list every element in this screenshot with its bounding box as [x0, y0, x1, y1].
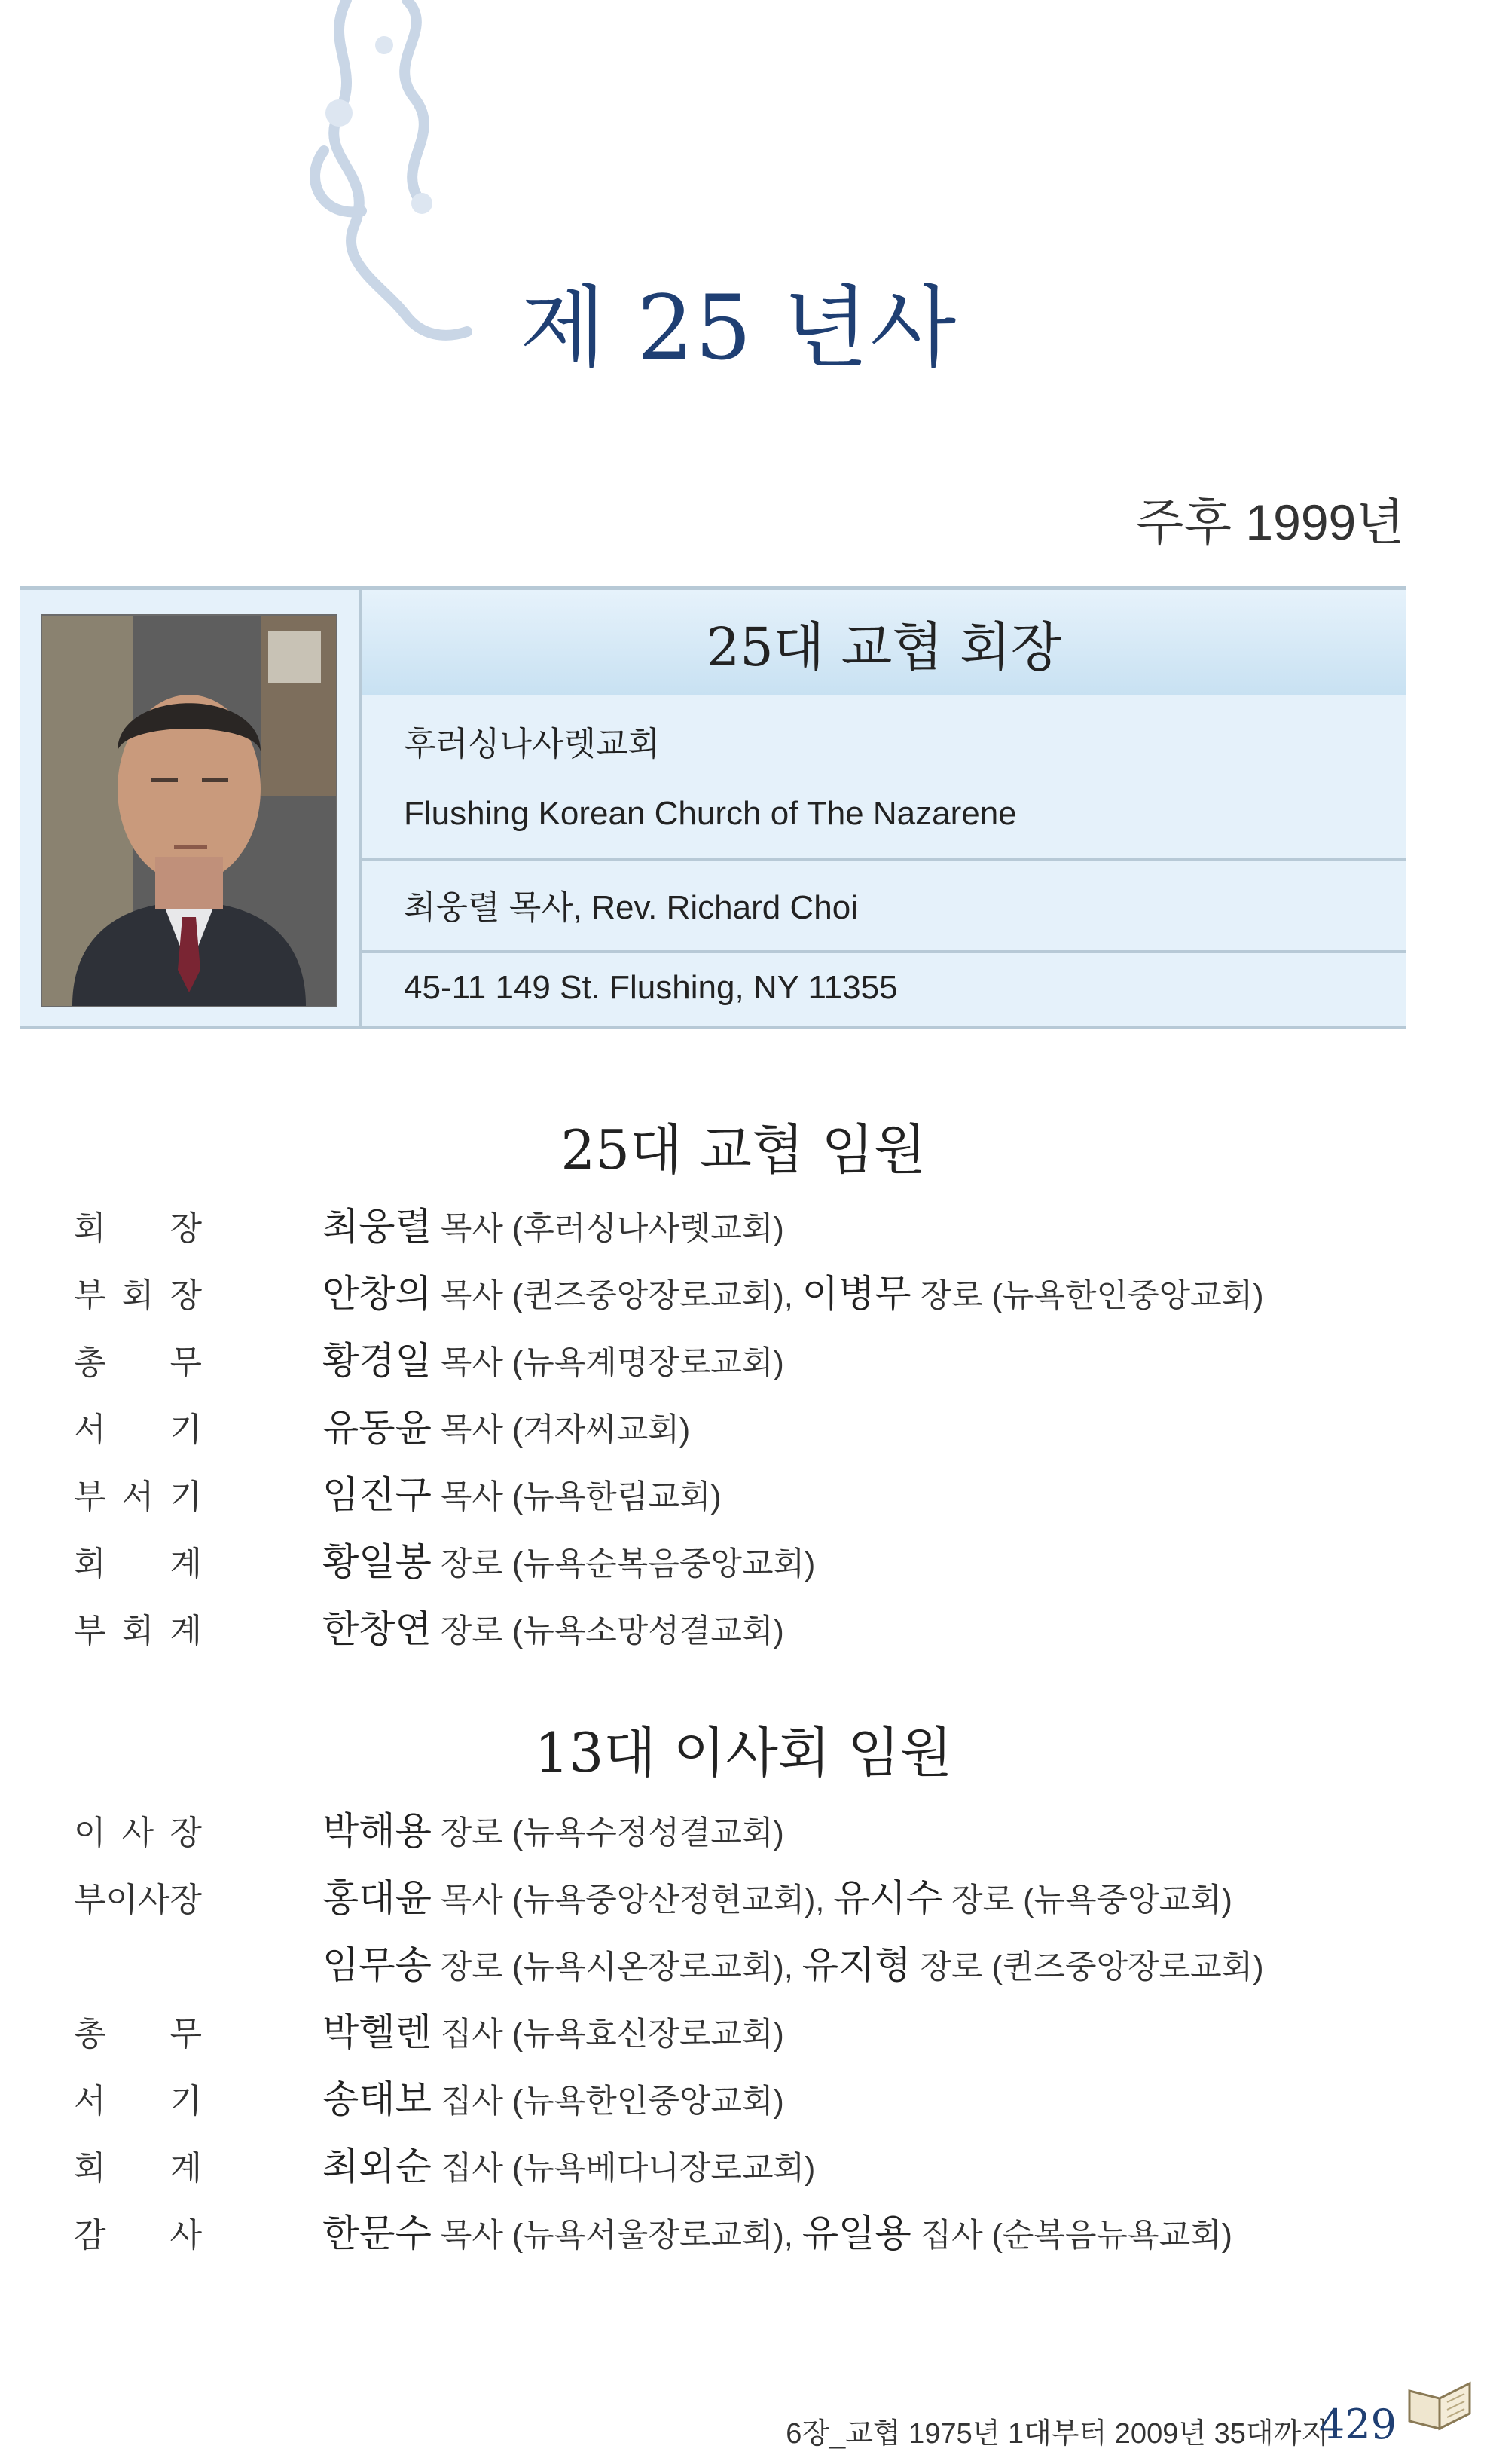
- member-row: [74, 1868, 1232, 1922]
- role-char: 회: [121, 1613, 154, 1649]
- church-address: 45-11 149 St. Flushing, NY 11355: [404, 969, 898, 1006]
- member-entry: [322, 1935, 1264, 1989]
- member-name: 임진구: [322, 1474, 432, 1516]
- chapter-title: 제 25 년사: [520, 276, 958, 380]
- member-name: 최웅렬: [322, 1206, 432, 1248]
- pastor-name: 최웅렬 목사, Rev. Richard Choi: [404, 889, 858, 926]
- member-entry: [322, 1398, 690, 1452]
- member-detail: 장로 (퀸즈중앙장로교회): [911, 1949, 1264, 1986]
- member-entry: [322, 2002, 784, 2056]
- role-char: 기: [169, 1411, 202, 1448]
- role-label: [74, 1402, 202, 1451]
- member-row: [74, 2069, 784, 2123]
- member-detail: 장로 (뉴욕중앙교회): [942, 1882, 1232, 1918]
- member-detail: 장로 (뉴욕수정성결교회): [431, 1815, 784, 1851]
- member-row: [74, 1197, 784, 1251]
- row-divider: [362, 858, 1406, 861]
- member-detail: 목사 (퀸즈중앙장로교회),: [431, 1278, 802, 1314]
- role-char: 계: [169, 1613, 202, 1649]
- ornament-decoration: [294, 0, 520, 362]
- member-name: 임무송: [322, 1944, 432, 1986]
- role-char: 장: [169, 1277, 202, 1314]
- role-char: 부: [74, 1277, 106, 1314]
- member-detail: 집사 (뉴욕한인중앙교회): [431, 2083, 784, 2120]
- officers-section-title: 25대 교협 임원: [560, 1118, 927, 1182]
- board-section-title: 13대 이사회 임원: [534, 1721, 953, 1784]
- row-divider: [362, 950, 1406, 953]
- church-name-english: Flushing Korean Church of The Nazarene: [404, 795, 1017, 832]
- member-name: 유일용: [802, 2212, 911, 2255]
- book-icon: [1406, 2380, 1473, 2432]
- role-char: 부: [74, 1613, 106, 1649]
- member-name: 홍대윤: [322, 1877, 432, 1919]
- role-char: 장: [169, 1210, 202, 1247]
- member-detail: 목사 (겨자씨교회): [431, 1412, 691, 1448]
- member-row: [74, 1331, 784, 1385]
- role-char: 계: [169, 2150, 202, 2187]
- member-detail: 장로 (뉴욕소망성결교회): [431, 1613, 784, 1649]
- role-char: 이: [74, 1814, 106, 1851]
- member-row: [74, 1599, 784, 1653]
- member-entry: [322, 1868, 1232, 1922]
- member-name: 한문수: [322, 2212, 432, 2255]
- role-char: 무: [169, 2016, 202, 2053]
- role-char: 계: [169, 1545, 202, 1582]
- member-row: [74, 2136, 815, 2190]
- role-char: 회: [121, 1277, 154, 1314]
- member-detail: 장로 (뉴욕순복음중앙교회): [431, 1546, 816, 1582]
- member-entry: [322, 1465, 722, 1519]
- role-label: [74, 1603, 202, 1652]
- member-detail: 목사 (뉴욕계명장로교회): [431, 1345, 784, 1381]
- member-row: [74, 2002, 784, 2056]
- member-row: [74, 1264, 1264, 1318]
- member-name: 박해용: [322, 1810, 432, 1852]
- member-entry: [322, 1532, 815, 1586]
- role-char: 서: [74, 1411, 106, 1448]
- role-char: 감: [74, 2217, 106, 2254]
- member-row: [74, 1398, 690, 1452]
- role-label: [74, 1268, 202, 1316]
- footer-chapter-text: 6장_교협 1975년 1대부터 2009년 35대까지: [786, 2418, 1329, 2450]
- member-name: 유동윤: [322, 1407, 432, 1449]
- role-label: [74, 2074, 202, 2122]
- role-char: 무: [169, 1344, 202, 1381]
- president-info-box: [20, 586, 1406, 1029]
- role-char: 서: [74, 2083, 106, 2120]
- member-entry: [322, 2136, 815, 2190]
- role-char: 사: [169, 2217, 202, 2254]
- role-char: 회: [74, 1210, 106, 1247]
- member-row: [74, 1465, 722, 1519]
- role-char: 서: [121, 1478, 154, 1515]
- member-name: 유지형: [802, 1944, 911, 1986]
- member-name: 유시수: [833, 1877, 943, 1919]
- member-entry: [322, 1197, 784, 1251]
- role-label: [74, 1335, 202, 1383]
- role-char: 회: [74, 2150, 106, 2187]
- member-name: 황일봉: [322, 1541, 432, 1583]
- role-char: 회: [74, 1545, 106, 1582]
- role-char: 총: [74, 2016, 106, 2053]
- president-header: 25대 교협 회장: [362, 590, 1406, 695]
- president-portrait: [41, 614, 337, 1007]
- member-row: [74, 1801, 784, 1855]
- member-detail: 목사 (뉴욕서울장로교회),: [431, 2218, 802, 2254]
- role-char: 부이사장: [74, 1882, 203, 1918]
- role-label: [74, 1805, 202, 1854]
- member-entry: [322, 1264, 1264, 1318]
- member-name: 안창의: [322, 1273, 432, 1315]
- role-char: 부: [74, 1478, 106, 1515]
- member-name: 최외순: [322, 2145, 432, 2187]
- member-detail: 집사 (순복음뉴욕교회): [911, 2218, 1232, 2254]
- member-name: 한창연: [322, 1608, 432, 1650]
- page-number: 429: [1318, 2401, 1397, 2448]
- role-label: [74, 1469, 202, 1518]
- role-label: [74, 1201, 202, 1249]
- role-label: [74, 1872, 202, 1921]
- member-detail: 목사 (후러싱나사렛교회): [431, 1211, 784, 1247]
- role-char: 사: [121, 1814, 154, 1851]
- member-detail: 장로 (뉴욕한인중앙교회): [911, 1278, 1264, 1314]
- member-detail: 장로 (뉴욕시온장로교회),: [431, 1949, 802, 1986]
- member-entry: [322, 2069, 784, 2123]
- role-char: 장: [169, 1814, 202, 1851]
- member-row: [74, 2203, 1232, 2258]
- year-label: 주후 1999년: [1135, 494, 1404, 550]
- member-entry: [322, 1331, 784, 1385]
- role-label: [74, 1536, 202, 1585]
- member-detail: 집사 (뉴욕베다니장로교회): [431, 2151, 816, 2187]
- role-char: 기: [169, 1478, 202, 1515]
- member-detail: 집사 (뉴욕효신장로교회): [431, 2016, 784, 2053]
- member-detail: 목사 (뉴욕중앙산정현교회),: [431, 1882, 834, 1918]
- role-char: 기: [169, 2083, 202, 2120]
- role-char: 총: [74, 1344, 106, 1381]
- member-name: 황경일: [322, 1340, 432, 1382]
- member-name: 이병무: [802, 1273, 911, 1315]
- member-detail: 목사 (뉴욕한림교회): [431, 1479, 722, 1515]
- member-name: 송태보: [322, 2078, 432, 2120]
- member-row: [74, 1532, 815, 1586]
- member-entry: [322, 2203, 1232, 2258]
- member-entry: [322, 1599, 784, 1653]
- member-row: [74, 1935, 1264, 1989]
- role-label: [74, 2141, 202, 2189]
- role-label: [74, 2007, 202, 2055]
- role-label: [74, 2208, 202, 2256]
- member-name: 박헬렌: [322, 2011, 432, 2053]
- church-name-korean: 후러싱나사렛교회: [404, 726, 661, 763]
- member-entry: [322, 1801, 784, 1855]
